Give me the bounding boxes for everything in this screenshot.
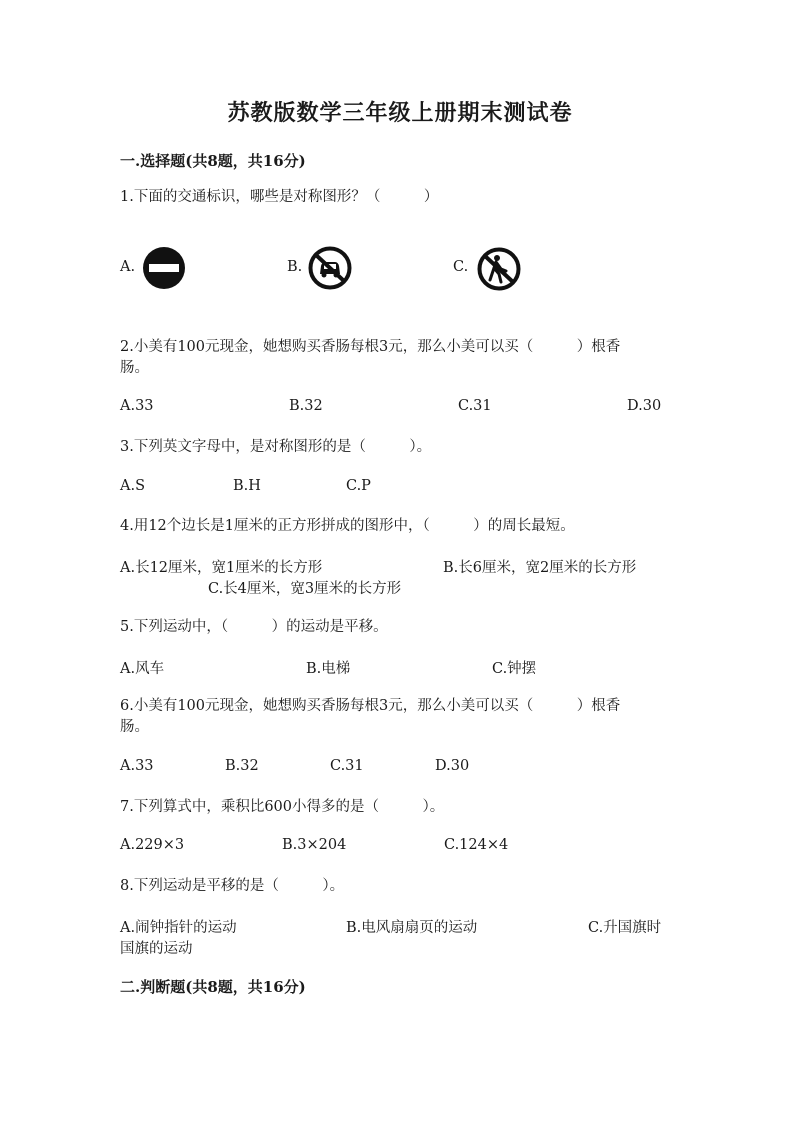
question-2-stem-line-1: 2.小美有100元现金，她想购买香肠每根3元，那么小美可以买（ ）根香 — [120, 339, 621, 355]
page-title: 苏教版数学三年级上册期末测试卷 — [227, 100, 573, 126]
section-heading-choice: 一.选择题(共8题，共16分) — [120, 152, 306, 170]
question-1-stem: 1.下面的交通标识，哪些是对称图形？（ ） — [120, 189, 439, 205]
question-1-option-b: B. — [287, 259, 303, 275]
question-3-option-b: B.H — [233, 478, 261, 494]
no-entry-sign-icon — [142, 246, 186, 290]
question-6-option-c: C.31 — [330, 758, 364, 774]
question-3-option-c: C.P — [346, 478, 371, 494]
question-4-option-c: C.长4厘米，宽3厘米的长方形 — [208, 581, 402, 597]
question-6-option-a: A.33 — [120, 758, 154, 774]
no-motor-vehicle-sign-icon — [308, 246, 352, 290]
question-5-stem: 5.下列运动中，（ ）的运动是平移。 — [120, 619, 388, 635]
question-8-option-c-continuation: 国旗的运动 — [120, 941, 193, 957]
question-3-stem: 3.下列英文字母中，是对称图形的是（ ）。 — [120, 439, 432, 455]
question-8-option-b: B.电风扇扇页的运动 — [346, 920, 478, 936]
question-8-option-c: C.升国旗时 — [588, 920, 662, 936]
question-7-option-a: A.229×3 — [120, 837, 185, 853]
no-pedestrian-sign-icon — [477, 247, 521, 291]
question-6-option-d: D.30 — [435, 758, 470, 774]
question-2-stem-line-2: 肠。 — [120, 360, 149, 376]
question-8-stem: 8.下列运动是平移的是（ ）。 — [120, 878, 345, 894]
question-2-option-d: D.30 — [627, 398, 662, 414]
question-4-stem: 4.用12个边长是1厘米的正方形拼成的图形中，（ ）的周长最短。 — [120, 518, 575, 534]
question-8-option-a: A.闹钟指针的运动 — [120, 920, 237, 936]
question-5-option-a: A.风车 — [120, 661, 165, 677]
question-7-option-b: B.3×204 — [282, 837, 347, 853]
question-2-option-b: B.32 — [289, 398, 323, 414]
section-heading-judgment: 二.判断题(共8题，共16分) — [120, 978, 306, 996]
question-4-option-b: B.长6厘米，宽2厘米的长方形 — [443, 560, 637, 576]
question-7-option-c: C.124×4 — [444, 837, 509, 853]
question-3-option-a: A.S — [120, 478, 146, 494]
question-6-option-b: B.32 — [225, 758, 259, 774]
question-5-option-b: B.电梯 — [306, 661, 351, 677]
question-5-option-c: C.钟摆 — [492, 661, 537, 677]
question-6-stem-line-1: 6.小美有100元现金，她想购买香肠每根3元，那么小美可以买（ ）根香 — [120, 698, 621, 714]
question-2-option-c: C.31 — [458, 398, 492, 414]
question-1-option-c: C. — [453, 259, 469, 275]
question-2-option-a: A.33 — [120, 398, 154, 414]
question-4-option-a: A.长12厘米，宽1厘米的长方形 — [120, 560, 323, 576]
question-7-stem: 7.下列算式中，乘积比600小得多的是（ ）。 — [120, 799, 445, 815]
question-1-option-a: A. — [120, 259, 136, 275]
question-6-stem-line-2: 肠。 — [120, 719, 149, 735]
